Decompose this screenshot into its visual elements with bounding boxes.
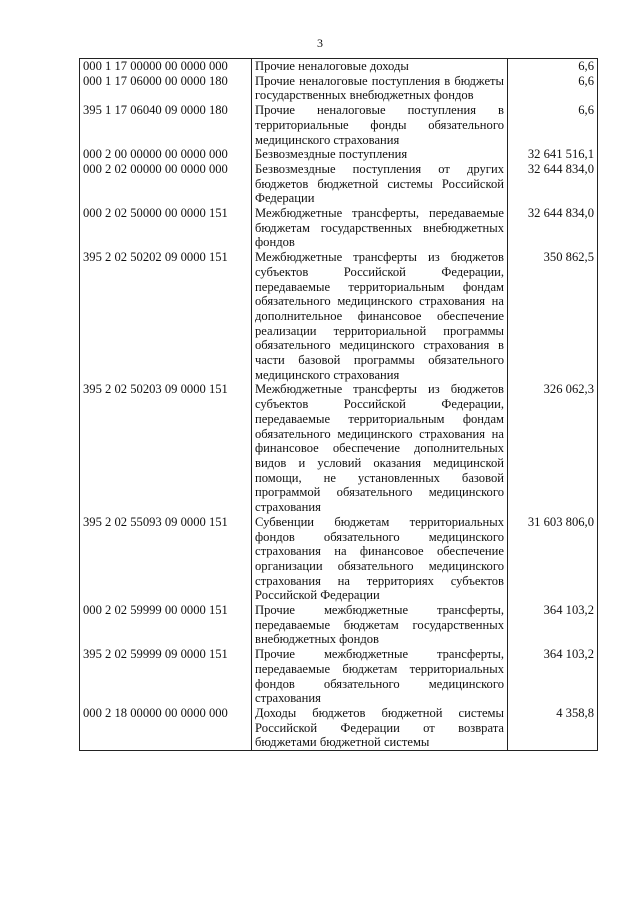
- budget-code-cell: 000 2 02 00000 00 0000 000: [80, 162, 252, 206]
- revenue-table: [79, 58, 598, 751]
- budget-code-cell: 395 2 02 59999 09 0000 151: [80, 647, 252, 706]
- revenue-name-cell: Прочие неналоговые доходы: [252, 59, 508, 74]
- amount-cell: 31 603 806,0: [508, 515, 598, 603]
- revenue-table-body: [80, 59, 598, 751]
- budget-code-cell: 000 2 18 00000 00 0000 000: [80, 706, 252, 751]
- amount-cell: 32 644 834,0: [508, 206, 598, 250]
- revenue-name-cell: Безвозмездные поступления: [252, 147, 508, 162]
- page-number: 3: [317, 36, 323, 50]
- budget-code-cell: 395 2 02 50202 09 0000 151: [80, 250, 252, 382]
- table-row: [80, 250, 598, 382]
- budget-code-cell: 000 1 17 06000 00 0000 180: [80, 74, 252, 103]
- amount-cell: 4 358,8: [508, 706, 598, 751]
- table-row: [80, 382, 598, 514]
- revenue-name-cell: Межбюджетные трансферты, передаваемые бюджетам государственных внебюджетных фондов: [252, 206, 508, 250]
- amount-cell: 32 641 516,1: [508, 147, 598, 162]
- amount-cell: 32 644 834,0: [508, 162, 598, 206]
- revenue-name-cell: Прочие межбюджетные трансферты, передаваемые бюджетам государственных внебюджетных фондов: [252, 603, 508, 647]
- amount-cell: 350 862,5: [508, 250, 598, 382]
- revenue-name-cell: Межбюджетные трансферты из бюджетов субъектов Российской Федерации, передаваемые территориальным фондам обязательного медицинского страхования на дополнительное финансовое обеспечение реализации территориальной программы обязательного медицинского страхования в части базовой программы обязательного медицинского страхования: [252, 250, 508, 382]
- table-row: [80, 147, 598, 162]
- revenue-name-cell: Доходы бюджетов бюджетной системы Российской Федерации от возврата бюджетами бюджетной системы: [252, 706, 508, 751]
- revenue-name-cell: Субвенции бюджетам территориальных фондов обязательного медицинского страхования на финансовое обеспечение организации обязательного медицинского страхования на территориях субъектов Российской Федерации: [252, 515, 508, 603]
- table-row: [80, 647, 598, 706]
- budget-code-cell: 000 2 00 00000 00 0000 000: [80, 147, 252, 162]
- amount-cell: 364 103,2: [508, 647, 598, 706]
- budget-code-cell: 395 1 17 06040 09 0000 180: [80, 103, 252, 147]
- amount-cell: 6,6: [508, 74, 598, 103]
- table-row: [80, 515, 598, 603]
- budget-code-cell: 000 2 02 50000 00 0000 151: [80, 206, 252, 250]
- revenue-name-cell: Прочие неналоговые поступления в бюджеты государственных внебюджетных фондов: [252, 74, 508, 103]
- budget-code-cell: 395 2 02 55093 09 0000 151: [80, 515, 252, 603]
- revenue-name-cell: Прочие неналоговые поступления в территориальные фонды обязательного медицинского страхования: [252, 103, 508, 147]
- amount-cell: 6,6: [508, 103, 598, 147]
- amount-cell: 364 103,2: [508, 603, 598, 647]
- revenue-name-cell: Прочие межбюджетные трансферты, передаваемые бюджетам территориальных фондов обязательного медицинского страхования: [252, 647, 508, 706]
- amount-cell: 326 062,3: [508, 382, 598, 514]
- table-row: [80, 162, 598, 206]
- table-row: [80, 103, 598, 147]
- table-row: [80, 206, 598, 250]
- budget-code-cell: 000 2 02 59999 00 0000 151: [80, 603, 252, 647]
- table-row: [80, 74, 598, 103]
- table-row: [80, 59, 598, 74]
- amount-cell: 6,6: [508, 59, 598, 74]
- revenue-name-cell: Безвозмездные поступления от других бюджетов бюджетной системы Российской Федерации: [252, 162, 508, 206]
- table-row: [80, 706, 598, 751]
- budget-code-cell: 395 2 02 50203 09 0000 151: [80, 382, 252, 514]
- budget-code-cell: 000 1 17 00000 00 0000 000: [80, 59, 252, 74]
- revenue-name-cell: Межбюджетные трансферты из бюджетов субъектов Российской Федерации, передаваемые территориальным фондам обязательного медицинского страхования на финансовое обеспечение дополнительных видов и условий оказания медицинской помощи, не установленных базовой программой обязательного медицинского страхования: [252, 382, 508, 514]
- table-row: [80, 603, 598, 647]
